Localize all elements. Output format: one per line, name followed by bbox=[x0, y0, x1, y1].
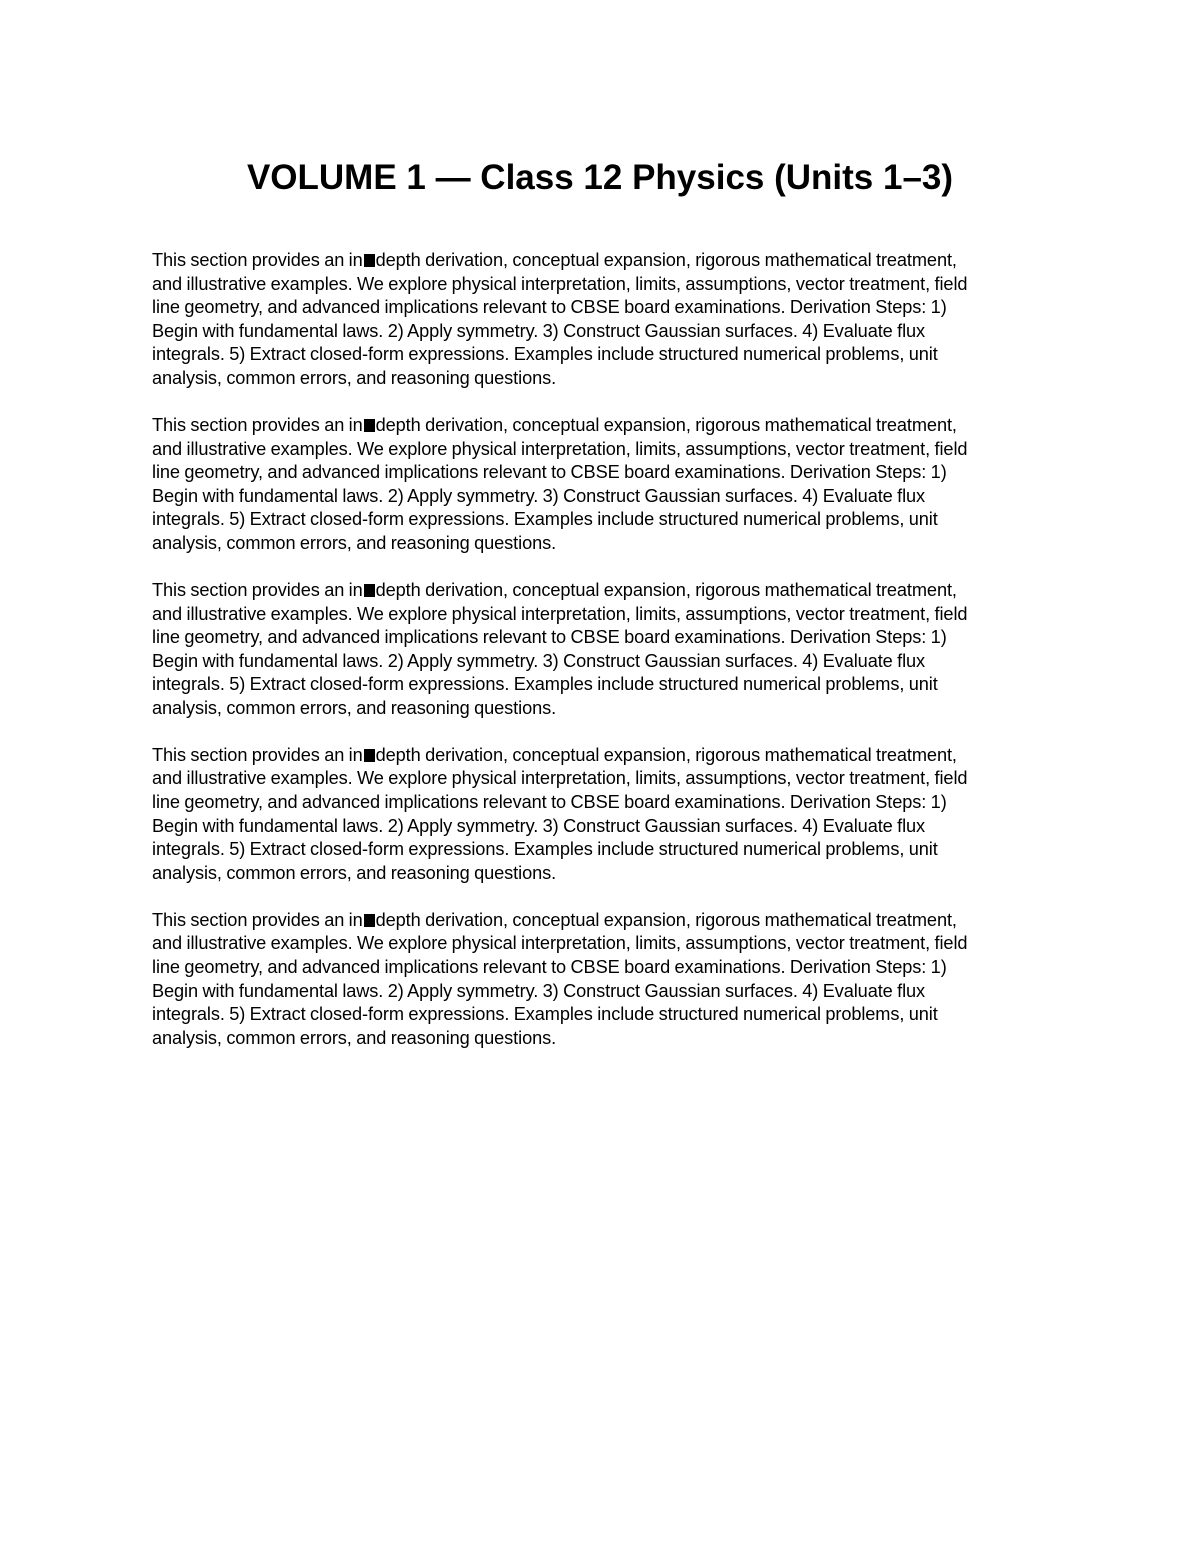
paragraph-line: integrals. 5) Extract closed-form expressions. Examples include structured numerical problems, unit bbox=[152, 674, 938, 695]
paragraph-line: Begin with fundamental laws. 2) Apply symmetry. 3) Construct Gaussian surfaces. 4) Evaluate flux bbox=[152, 815, 926, 836]
paragraph bbox=[152, 579, 1052, 721]
paragraph-line bbox=[152, 744, 1052, 768]
paragraph-line: line geometry, and advanced implications relevant to CBSE board examinations. Derivation Steps: 1) bbox=[152, 297, 947, 318]
line-text-before-glyph: This section provides an in bbox=[152, 579, 363, 600]
paragraph-line: analysis, common errors, and reasoning questions. bbox=[152, 367, 557, 388]
paragraph-line: integrals. 5) Extract closed-form expressions. Examples include structured numerical problems, unit bbox=[152, 839, 938, 860]
missing-glyph-box-icon bbox=[364, 584, 375, 597]
paragraph-line: analysis, common errors, and reasoning questions. bbox=[152, 532, 557, 553]
paragraph-line: integrals. 5) Extract closed-form expressions. Examples include structured numerical problems, unit bbox=[152, 1004, 938, 1025]
missing-glyph-box-icon bbox=[364, 749, 375, 762]
paragraph-line: and illustrative examples. We explore physical interpretation, limits, assumptions, vector treatment, field bbox=[152, 768, 968, 789]
line-text-before-glyph: This section provides an in bbox=[152, 909, 363, 930]
paragraph-line: Begin with fundamental laws. 2) Apply symmetry. 3) Construct Gaussian surfaces. 4) Evaluate flux bbox=[152, 980, 926, 1001]
line-text-after-glyph: depth derivation, conceptual expansion, rigorous mathematical treatment, bbox=[375, 250, 957, 270]
paragraph bbox=[152, 909, 1052, 1051]
line-text-before-glyph: This section provides an in bbox=[152, 744, 363, 765]
missing-glyph-box-icon bbox=[364, 419, 375, 432]
line-text-after-glyph: depth derivation, conceptual expansion, rigorous mathematical treatment, bbox=[375, 414, 957, 435]
document-body bbox=[152, 249, 1052, 1074]
missing-glyph-box-icon bbox=[364, 254, 375, 267]
paragraph-line: analysis, common errors, and reasoning questions. bbox=[152, 1027, 557, 1048]
paragraph-line: line geometry, and advanced implications relevant to CBSE board examinations. Derivation Steps: 1) bbox=[152, 627, 947, 648]
paragraph-line: Begin with fundamental laws. 2) Apply symmetry. 3) Construct Gaussian surfaces. 4) Evaluate flux bbox=[152, 650, 926, 671]
paragraph-line: and illustrative examples. We explore physical interpretation, limits, assumptions, vector treatment, field bbox=[152, 933, 968, 954]
paragraph-line: and illustrative examples. We explore physical interpretation, limits, assumptions, vector treatment, field bbox=[152, 603, 968, 624]
line-text-before-glyph: This section provides an in bbox=[152, 250, 363, 270]
line-text-after-glyph: depth derivation, conceptual expansion, rigorous mathematical treatment, bbox=[375, 744, 957, 765]
paragraph-line: integrals. 5) Extract closed-form expressions. Examples include structured numerical problems, unit bbox=[152, 509, 938, 530]
paragraph-line bbox=[152, 579, 1052, 603]
paragraph-line bbox=[152, 909, 1052, 933]
page-title: VOLUME 1 — Class 12 Physics (Units 1–3) bbox=[246, 158, 954, 197]
paragraph bbox=[152, 414, 1052, 556]
paragraph-line: and illustrative examples. We explore physical interpretation, limits, assumptions, vector treatment, field bbox=[152, 438, 968, 459]
line-text-after-glyph: depth derivation, conceptual expansion, rigorous mathematical treatment, bbox=[375, 909, 957, 930]
line-text-after-glyph: depth derivation, conceptual expansion, rigorous mathematical treatment, bbox=[375, 579, 957, 600]
paragraph bbox=[152, 249, 1052, 391]
paragraph-line: integrals. 5) Extract closed-form expressions. Examples include structured numerical problems, unit bbox=[152, 344, 938, 365]
paragraph-line: line geometry, and advanced implications relevant to CBSE board examinations. Derivation Steps: 1) bbox=[152, 792, 947, 813]
paragraph-line: analysis, common errors, and reasoning questions. bbox=[152, 862, 557, 883]
paragraph-line: analysis, common errors, and reasoning questions. bbox=[152, 697, 557, 718]
paragraph-line: Begin with fundamental laws. 2) Apply symmetry. 3) Construct Gaussian surfaces. 4) Evaluate flux bbox=[152, 320, 926, 341]
paragraph-line: line geometry, and advanced implications relevant to CBSE board examinations. Derivation Steps: 1) bbox=[152, 462, 947, 483]
line-text-before-glyph: This section provides an in bbox=[152, 414, 363, 435]
paragraph-line: and illustrative examples. We explore physical interpretation, limits, assumptions, vector treatment, field bbox=[152, 273, 968, 294]
paragraph-line: Begin with fundamental laws. 2) Apply symmetry. 3) Construct Gaussian surfaces. 4) Evaluate flux bbox=[152, 485, 926, 506]
paragraph-line bbox=[152, 414, 1052, 438]
paragraph bbox=[152, 744, 1052, 886]
paragraph-line bbox=[152, 249, 1052, 273]
paragraph-line: line geometry, and advanced implications relevant to CBSE board examinations. Derivation Steps: 1) bbox=[152, 957, 947, 977]
missing-glyph-box-icon bbox=[364, 914, 375, 927]
